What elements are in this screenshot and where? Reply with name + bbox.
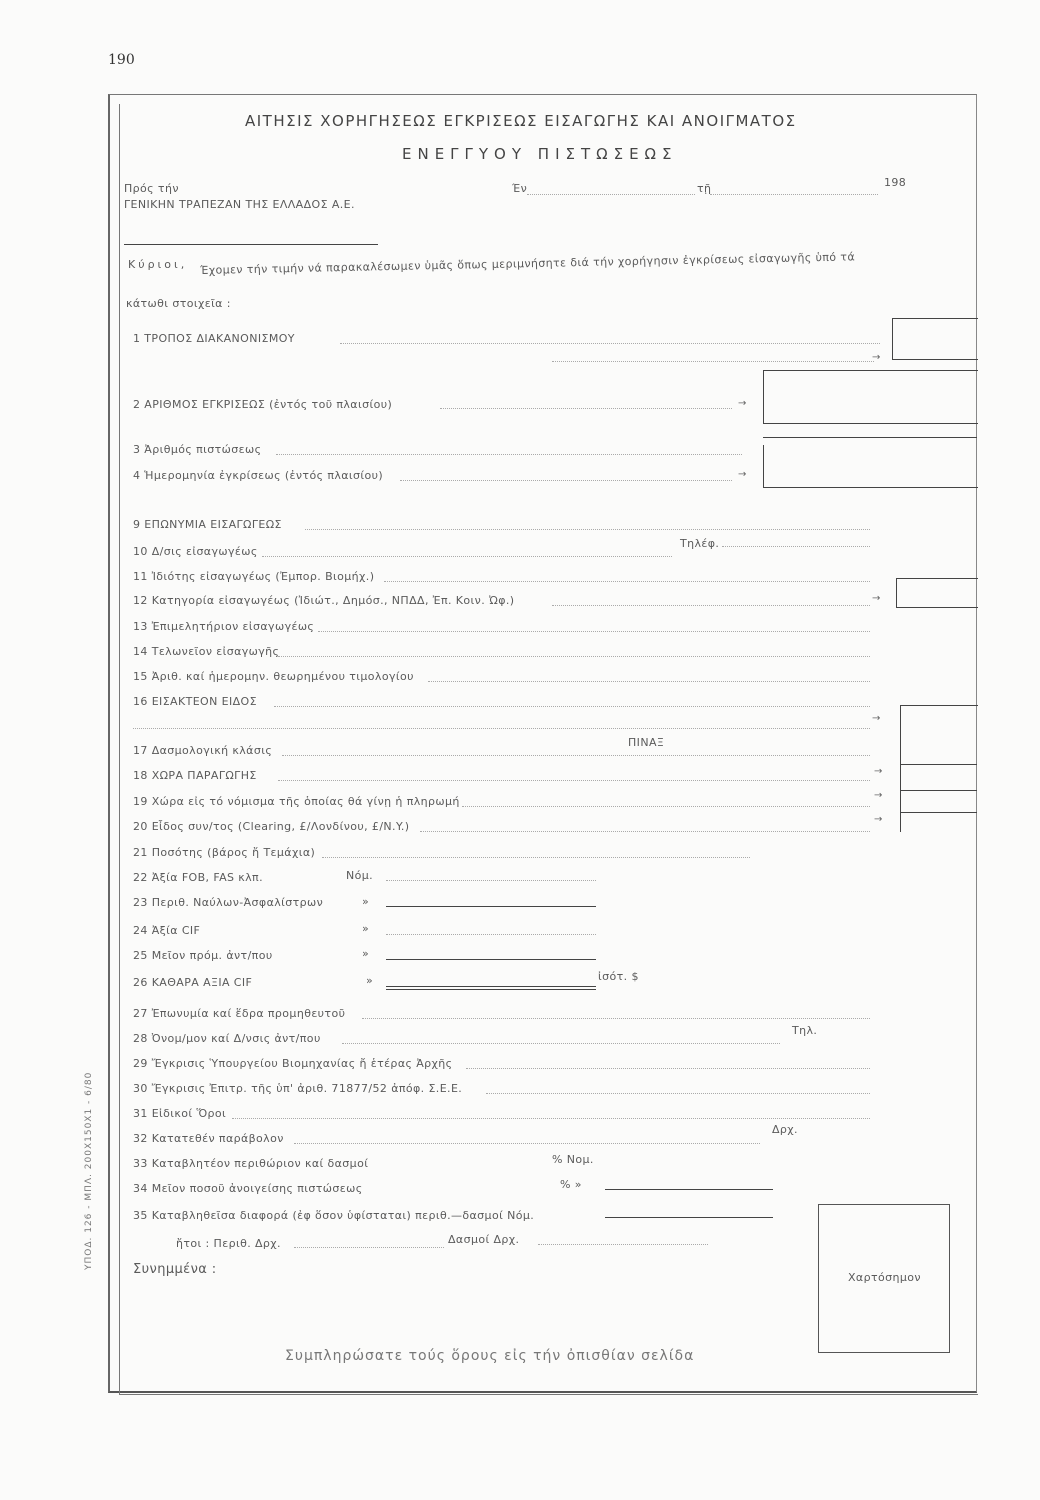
- ditto-mark: »: [366, 974, 374, 987]
- box-divider: [900, 790, 977, 791]
- field-line-11[interactable]: [384, 581, 870, 582]
- field-label-4: 4 Ἡμερομηνία ἐγκρίσεως (ἐντός πλαισίου): [133, 469, 384, 482]
- field-line-35[interactable]: [605, 1217, 773, 1218]
- intro-text-cont: κάτωθι στοιχεῖα :: [126, 297, 231, 310]
- field-line-28[interactable]: [342, 1043, 780, 1044]
- field-line-30[interactable]: [486, 1093, 870, 1094]
- phone-label: Τηλέφ.: [680, 537, 720, 550]
- print-code: ΥΠΟΔ. 126 - ΜΠΛ. 200Χ150Χ1 - 6/80: [84, 1071, 94, 1270]
- field-label-14: 14 Τελωνεῖον εἰσαγωγῆς: [133, 645, 280, 658]
- salutation: Κύριοι,: [128, 258, 188, 271]
- intro-text: Έχομεν τήν τιμήν νά παρακαλέσωμεν ὑμᾶς ὅπως μεριμνήσητε διά τήν χορήγησιν ἐγκρίσεως εἰσαγωγῆς ὑπό τά: [200, 250, 856, 277]
- ditto-mark: »: [362, 895, 370, 908]
- field-line-1b[interactable]: [552, 361, 874, 362]
- arrow-icon: →: [874, 766, 883, 777]
- box-1[interactable]: [892, 318, 978, 360]
- phone-field[interactable]: [722, 546, 870, 547]
- field-line-12[interactable]: [552, 605, 870, 606]
- to-label: Πρός τήν: [124, 182, 179, 195]
- attachments-label: Συνημμένα :: [133, 1262, 217, 1277]
- field-label-26: 26 ΚΑΘΑΡΑ ΑΞΙΑ CIF: [133, 976, 253, 989]
- field-label-31: 31 Εἰδικοί Ὅροι: [133, 1107, 227, 1120]
- ditto-mark: »: [362, 947, 370, 960]
- field-label-30: 30 Ἔγκρισις Ἐπιτρ. τῆς ὑπ' ἀριθ. 71877/52 ἀπόφ. Σ.Ε.Ε.: [133, 1082, 463, 1095]
- field-line-22[interactable]: [386, 880, 596, 881]
- field-line-1[interactable]: [340, 343, 880, 344]
- field-line-34[interactable]: [605, 1189, 773, 1190]
- pinax-label: ΠΙΝΑΞ: [628, 736, 665, 749]
- place-label: Έν: [512, 182, 528, 195]
- field-label-10: 10 Δ/σις εἰσαγωγέως: [133, 545, 258, 558]
- field-label-33: 33 Καταβλητέον περιθώριον καί δασμοί: [133, 1157, 369, 1170]
- field-label-28: 28 Ὀνομ/μον καί Δ/νσις ἀντ/που: [133, 1032, 321, 1045]
- arrow-icon: →: [872, 352, 881, 363]
- field-line-24[interactable]: [386, 934, 596, 935]
- percent-nominal-label: % Νομ.: [552, 1153, 594, 1166]
- field-label-19: 19 Χώρα εἰς τό νόμισμα τῆς ὁποίας θά γίνῃ ἡ πληρωμή: [133, 795, 460, 808]
- page-number: 190: [108, 52, 135, 68]
- arrow-icon: →: [874, 790, 883, 801]
- field-line-18[interactable]: [278, 780, 870, 781]
- field-label-16: 16 ΕΙΣΑΚΤΕΟΝ ΕΙΔΟΣ: [133, 695, 257, 708]
- field-line-14[interactable]: [278, 656, 870, 657]
- field-label-25: 25 Μεῖον πρόμ. ἀντ/που: [133, 949, 273, 962]
- arrow-icon: →: [872, 593, 881, 604]
- stamp-label: Χαρτόσημον: [848, 1271, 921, 1284]
- field-line-31[interactable]: [232, 1118, 870, 1119]
- field-label-29: 29 Ἔγκρισις Ὑπουργείου Βιομηχανίας ἤ ἑτέρας Ἀρχῆς: [133, 1057, 453, 1070]
- field-label-3: 3 Ἀριθμός πιστώσεως: [133, 443, 262, 456]
- arrow-icon: →: [738, 398, 747, 409]
- tel-label: Τηλ.: [792, 1024, 818, 1037]
- field-line-19[interactable]: [462, 806, 870, 807]
- box-12[interactable]: [896, 578, 978, 608]
- field-line-27[interactable]: [362, 1018, 870, 1019]
- field-label-20: 20 Εἶδος συν/τος (Clearing, £/Λονδίνου, £/N.Y.): [133, 820, 410, 833]
- box-2[interactable]: [763, 370, 978, 424]
- field-line-16b[interactable]: [133, 728, 870, 729]
- field-line-2[interactable]: [440, 408, 732, 409]
- field-line-4[interactable]: [400, 480, 732, 481]
- box-4-top: [763, 437, 977, 438]
- field-label-9: 9 ΕΠΩΝΥΜΙΑ ΕΙΣΑΓΩΓΕΩΣ: [133, 518, 282, 531]
- field-label-23: 23 Περιθ. Ναύλων-Ἀσφαλίστρων: [133, 896, 324, 909]
- field-label-13: 13 Ἐπιμελητήριον εἰσαγωγέως: [133, 620, 315, 633]
- field-label-35: 35 Καταβληθεῖσα διαφορά (ἐφ ὅσον ὑφίσταται) περιθ.—δασμοί Νόμ.: [133, 1209, 535, 1222]
- field-line-29[interactable]: [466, 1068, 870, 1069]
- box-4[interactable]: [763, 445, 978, 488]
- drachma-label: Δρχ.: [772, 1123, 798, 1136]
- margin-drachma-field[interactable]: [294, 1247, 444, 1248]
- field-line-32[interactable]: [294, 1143, 760, 1144]
- field-line-10[interactable]: [262, 556, 672, 557]
- field-line-26[interactable]: [386, 986, 596, 987]
- field-label-2: 2 ΑΡΙΘΜΟΣ ΕΓΚΡΙΣΕΩΣ (ἐντός τοῦ πλαισίου): [133, 398, 393, 411]
- field-line-21[interactable]: [322, 857, 750, 858]
- field-label-21: 21 Ποσότης (βάρος ἤ Τεμάχια): [133, 846, 316, 859]
- sidebar-print-code: [84, 995, 104, 1270]
- field-line-9[interactable]: [305, 529, 870, 530]
- arrow-icon: →: [738, 469, 747, 480]
- year-label: 198: [884, 176, 907, 189]
- field-line-13[interactable]: [318, 631, 870, 632]
- field-label-27: 27 Ἐπωνυμία καί ἕδρα προμηθευτοῦ: [133, 1007, 346, 1020]
- form-subtitle: ΕΝΕΓΓΥΟΥ ΠΙΣΤΩΣΕΩΣ: [402, 145, 678, 163]
- date-field[interactable]: [710, 194, 878, 195]
- addressee-line[interactable]: [124, 244, 378, 245]
- field-line-26-double: [386, 989, 596, 990]
- field-label-1: 1 ΤΡΟΠΟΣ ΔΙΑΚΑΝΟΝΙΣΜΟΥ: [133, 332, 295, 345]
- field-label-12: 12 Κατηγορία εἰσαγωγέως (Ἰδιώτ., Δημόσ., ΝΠΔΔ, Ἐπ. Κοιν. Ὠφ.): [133, 594, 515, 607]
- field-line-25[interactable]: [386, 959, 596, 960]
- equivalent-usd-label: ἰσότ. $: [598, 970, 639, 983]
- field-line-17[interactable]: [282, 755, 870, 756]
- field-label-11: 11 Ἰδιότης εἰσαγωγέως (Ἐμπορ. Βιομήχ.): [133, 570, 375, 583]
- field-label-32: 32 Κατατεθέν παράβολον: [133, 1132, 284, 1145]
- field-line-20[interactable]: [420, 831, 870, 832]
- nominal-label: Νόμ.: [346, 869, 374, 882]
- duties-label: Δασμοί Δρχ.: [448, 1233, 520, 1246]
- field-label-34: 34 Μεῖον ποσοῦ ἀνοιγείσης πιστώσεως: [133, 1182, 363, 1195]
- form-title: ΑΙΤΗΣΙΣ ΧΟΡΗΓΗΣΕΩΣ ΕΓΚΡΙΣΕΩΣ ΕΙΣΑΓΩΓΗΣ ΚΑΙ ΑΝΟΙΓΜΑΤΟΣ: [245, 112, 797, 130]
- field-label-17: 17 Δασμολογική κλάσις: [133, 744, 273, 757]
- field-label-18: 18 ΧΩΡΑ ΠΑΡΑΓΩΓΗΣ: [133, 769, 257, 782]
- field-label-24: 24 Ἀξία CIF: [133, 924, 201, 937]
- box-divider: [900, 812, 977, 813]
- field-line-3[interactable]: [276, 454, 742, 455]
- arrow-icon: →: [872, 713, 881, 724]
- field-line-15[interactable]: [428, 681, 870, 682]
- ditto-mark: »: [362, 922, 370, 935]
- bank-name: ΓΕΝΙΚΗΝ ΤΡΑΠΕΖΑΝ ΤΗΣ ΕΛΛΑΔΟΣ Α.Ε.: [124, 198, 355, 211]
- namely-margin-label: ἤτοι : Περιθ. Δρχ.: [176, 1237, 281, 1250]
- place-field[interactable]: [527, 194, 695, 195]
- box-divider: [900, 764, 977, 765]
- field-line-23[interactable]: [386, 906, 596, 907]
- arrow-icon: →: [874, 814, 883, 825]
- field-line-16[interactable]: [274, 706, 870, 707]
- field-label-22: 22 Ἀξία FOB, FAS κλπ.: [133, 871, 263, 884]
- field-label-15: 15 Ἀριθ. καί ἡμερομην. θεωρημένου τιμολογίου: [133, 670, 414, 683]
- date-label: τῇ: [697, 182, 712, 195]
- duties-drachma-field[interactable]: [538, 1244, 708, 1245]
- percent-label: % »: [560, 1178, 582, 1191]
- footer-note: Συμπληρώσατε τούς ὅρους εἰς τήν ὀπισθίαν σελίδα: [285, 1348, 695, 1364]
